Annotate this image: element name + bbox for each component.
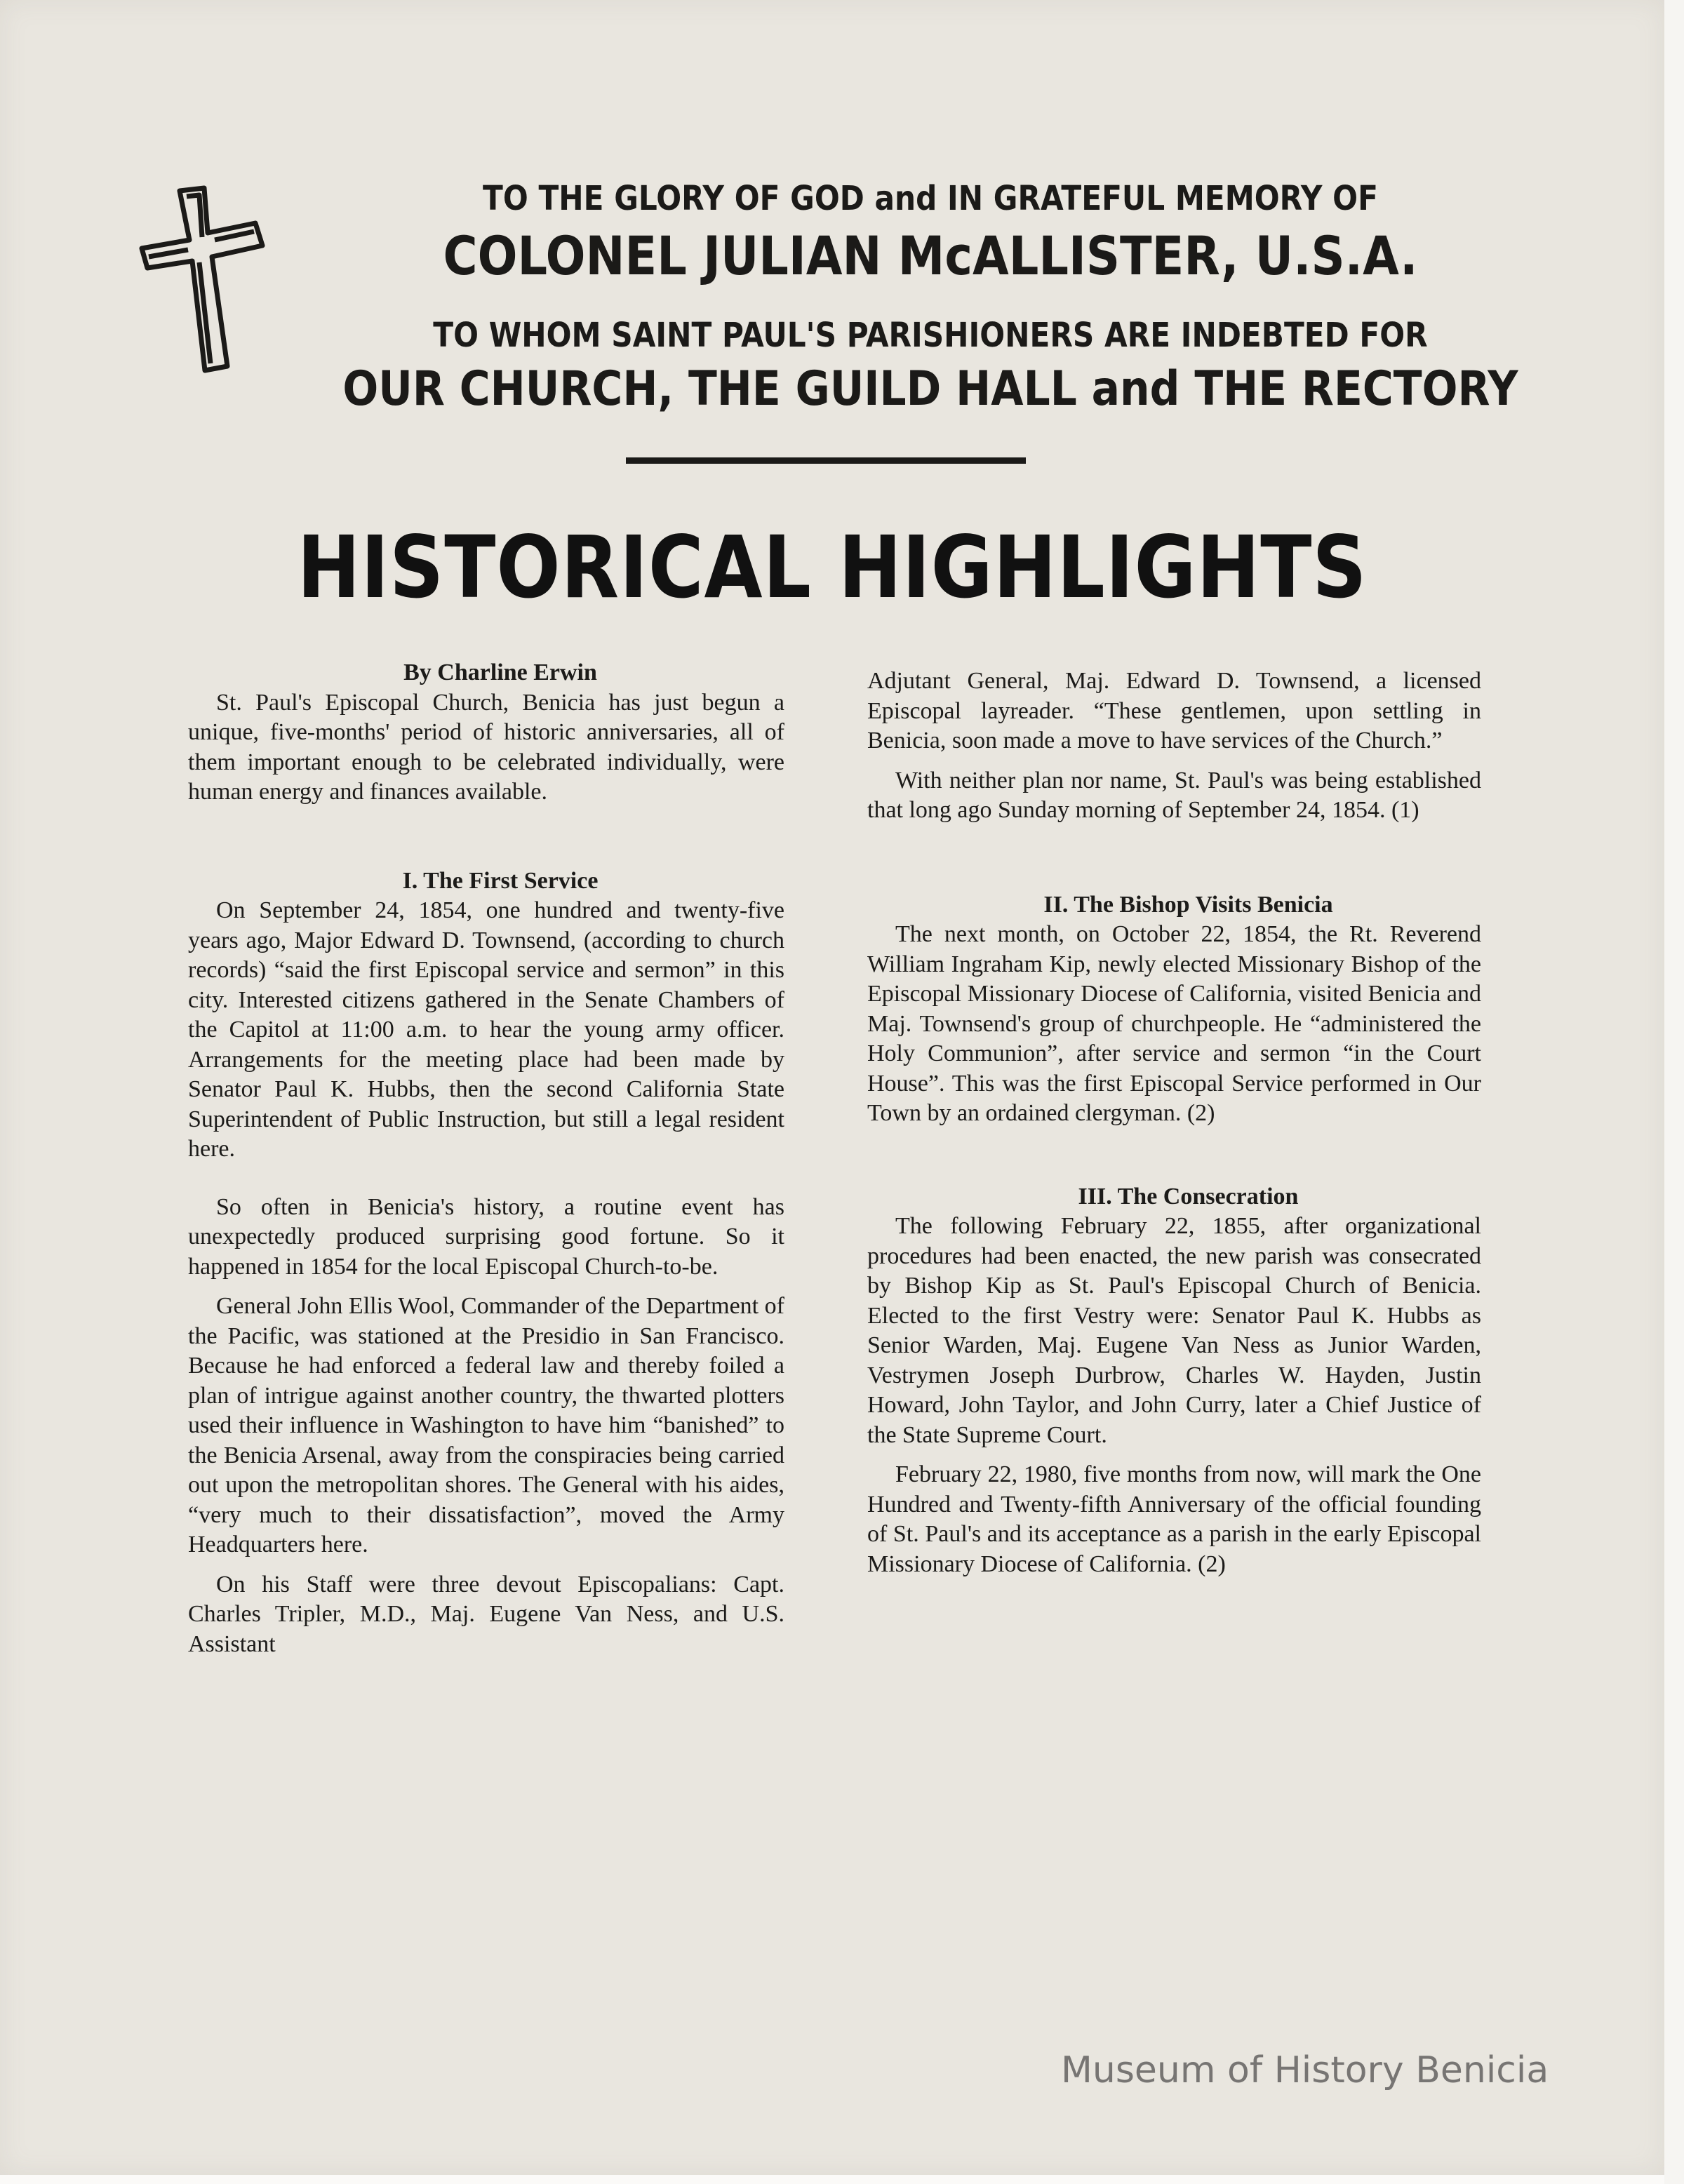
watermark: Museum of History Benicia	[1061, 2049, 1549, 2091]
dedication-line-3: TO WHOM SAINT PAUL'S PARISHIONERS ARE INDEBTED FOR	[433, 316, 1428, 355]
paragraph: So often in Benicia's history, a routine event has unexpectedly produced surprising good fortune. So it happened in 1854 for the local Episcopal Church-to-be.	[188, 1193, 784, 1280]
paragraph: General John Ellis Wool, Commander of the Department of the Pacific, was stationed at the Presidio in San Francisco. Because he had enforced a federal law and thereby foiled a plan of intrigue against another country, the thwarted plotters used their influence in Washington to have him “banished” to the Benicia Arsenal, away from the conspiracies being carried out upon the metropolitan shores. The General with his aides, “very much to their dissatisfaction”, moved the Army Headquarters here.	[188, 1293, 784, 1557]
intro-paragraph: St. Paul's Episcopal Church, Benicia has just begun a unique, five-months' period of historic anniversaries, all of them important enough to be celebrated individually, were human energy and finances available.	[188, 689, 784, 805]
page-title: HISTORICAL HIGHLIGHTS	[297, 518, 1368, 617]
section-title-consecration: III. The Consecration	[1078, 1183, 1299, 1210]
section-title-first-service: I. The First Service	[402, 867, 599, 894]
dedication-line-1: TO THE GLORY OF GOD and IN GRATEFUL MEMORY OF	[483, 179, 1378, 218]
paragraph: With neither plan nor name, St. Paul's was being established that long ago Sunday morning of September 24, 1854. (1)	[867, 767, 1481, 823]
section-title-bishop-visits: II. The Bishop Visits Benicia	[1043, 891, 1333, 918]
paragraph: The next month, on October 22, 1854, the Rt. Reverend William Ingraham Kip, newly elected Missionary Bishop of the Episcopal Missionary Diocese of California, visited Benicia and Maj. Townsend's group of churchpeople. He “administered the Holy Communion”, after service and sermon “in the Court House”. This was the first Episcopal Service performed in Our Town by an ordained clergyman. (2)	[867, 921, 1481, 1126]
dedication-line-4: OUR CHURCH, THE GUILD HALL and THE RECTORY	[342, 361, 1518, 417]
paragraph: On his Staff were three devout Episcopalians: Capt. Charles Tripler, M.D., Maj. Eugene Van Ness, and U.S. Assistant	[188, 1571, 784, 1657]
paragraph: The following February 22, 1855, after organizational procedures had been enacted, the new parish was consecrated by Bishop Kip as St. Paul's Episcopal Church of Benicia. Elected to the first Vestry were: Senator Paul K. Hubbs as Senior Warden, Maj. Eugene Van Ness as Junior Warden, Vestrymen Joseph Durbrow, Charles W. Hayden, Justin Howard, John Taylor, and John Curry, later a Chief Justice of the State Supreme Court.	[867, 1213, 1481, 1448]
byline: By Charline Erwin	[403, 659, 597, 685]
paragraph: On September 24, 1854, one hundred and twenty-five years ago, Major Edward D. Townsend, (according to church records) “said the first Episcopal service and sermon” in this city. Interested citizens gathered in the Senate Chambers of the Capitol at 11:00 a.m. to hear the young army officer. Arrangements for the meeting place had been made by Senator Paul K. Hubbs, then the second California State Superintendent of Public Instruction, but still a legal resident here.	[188, 897, 784, 1162]
paragraph: February 22, 1980, five months from now, will mark the One Hundred and Twenty-fifth Anniversary of the official founding of St. Paul's and its acceptance as a parish in the early Episcopal Missionary Diocese of California. (2)	[867, 1461, 1481, 1577]
right-column	[867, 666, 1481, 1579]
dedication-name: COLONEL JULIAN McALLISTER, U.S.A.	[443, 225, 1418, 287]
paragraph-continued: Adjutant General, Maj. Edward D. Townsend, a licensed Episcopal layreader. “These gentlemen, upon settling in Benicia, soon made a move to have services of the Church.”	[867, 668, 1481, 753]
scan-margin	[1664, 0, 1684, 2184]
divider-rule	[626, 457, 1026, 464]
left-column	[188, 658, 784, 1659]
